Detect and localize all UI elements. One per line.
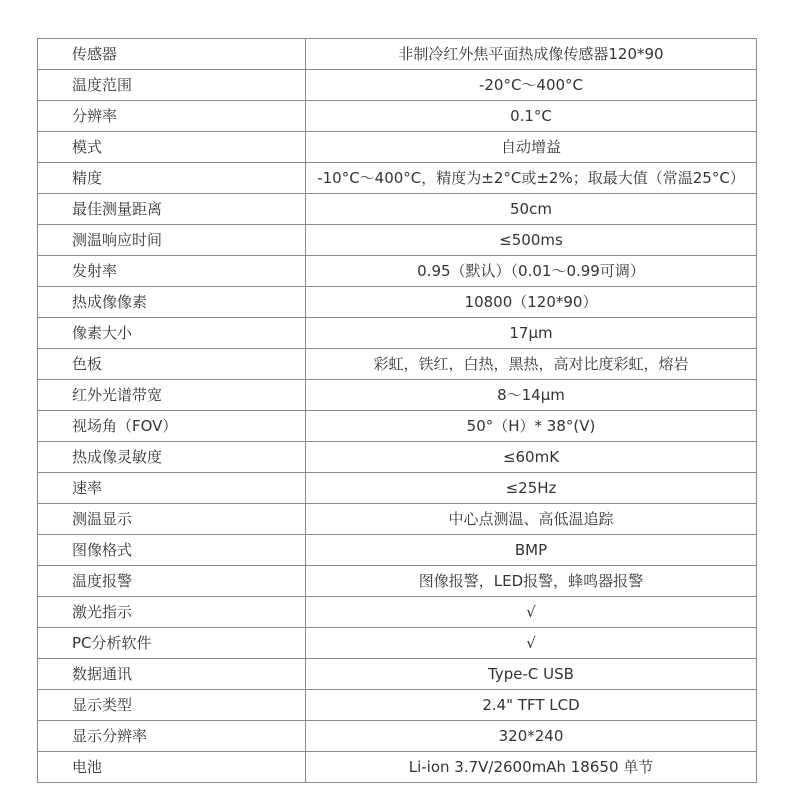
spec-value: √ [306, 628, 757, 659]
spec-value: 彩虹，铁红，白热，黑热，高对比度彩虹，熔岩 [306, 349, 757, 380]
spec-row [38, 628, 757, 659]
spec-value: 2.4" TFT LCD [306, 690, 757, 721]
spec-row [38, 690, 757, 721]
spec-row [38, 597, 757, 628]
spec-row [38, 101, 757, 132]
spec-value: 17μm [306, 318, 757, 349]
spec-row [38, 473, 757, 504]
spec-value: 0.95（默认）（0.01～0.99可调） [306, 256, 757, 287]
spec-value: ≤500ms [306, 225, 757, 256]
spec-row [38, 287, 757, 318]
spec-value: 10800（120*90） [306, 287, 757, 318]
spec-label: 电池 [38, 752, 306, 783]
spec-value: 320*240 [306, 721, 757, 752]
spec-row [38, 225, 757, 256]
spec-row [38, 504, 757, 535]
spec-row [38, 163, 757, 194]
spec-row [38, 659, 757, 690]
spec-row [38, 194, 757, 225]
spec-label: 模式 [38, 132, 306, 163]
spec-row [38, 349, 757, 380]
spec-value: Li-ion 3.7V/2600mAh 18650 单节 [306, 752, 757, 783]
spec-row [38, 70, 757, 101]
spec-value: 50cm [306, 194, 757, 225]
spec-value: ≤25Hz [306, 473, 757, 504]
spec-row [38, 752, 757, 783]
spec-row [38, 132, 757, 163]
spec-label: 色板 [38, 349, 306, 380]
spec-row [38, 411, 757, 442]
spec-row [38, 566, 757, 597]
spec-row [38, 535, 757, 566]
spec-row [38, 39, 757, 70]
spec-row [38, 380, 757, 411]
spec-label: 激光指示 [38, 597, 306, 628]
spec-label: 测温显示 [38, 504, 306, 535]
spec-label: 发射率 [38, 256, 306, 287]
spec-value: -20°C～400°C [306, 70, 757, 101]
spec-label: 传感器 [38, 39, 306, 70]
spec-label: PC分析软件 [38, 628, 306, 659]
spec-value: 非制冷红外焦平面热成像传感器120*90 [306, 39, 757, 70]
spec-value: 50°（H）* 38°(V) [306, 411, 757, 442]
spec-value: 8～14μm [306, 380, 757, 411]
spec-label: 热成像像素 [38, 287, 306, 318]
spec-label: 显示类型 [38, 690, 306, 721]
spec-value: ≤60mK [306, 442, 757, 473]
spec-value: 中心点测温、高低温追踪 [306, 504, 757, 535]
spec-label: 像素大小 [38, 318, 306, 349]
spec-label: 最佳测量距离 [38, 194, 306, 225]
spec-value: √ [306, 597, 757, 628]
spec-value: 0.1°C [306, 101, 757, 132]
spec-row [38, 721, 757, 752]
spec-label: 温度范围 [38, 70, 306, 101]
spec-label: 红外光谱带宽 [38, 380, 306, 411]
spec-label: 图像格式 [38, 535, 306, 566]
spec-label: 温度报警 [38, 566, 306, 597]
spec-label: 显示分辨率 [38, 721, 306, 752]
spec-row [38, 318, 757, 349]
spec-label: 视场角（FOV） [38, 411, 306, 442]
spec-label: 精度 [38, 163, 306, 194]
spec-value: -10°C～400°C，精度为±2°C或±2%；取最大值（常温25°C） [306, 163, 757, 194]
spec-label: 热成像灵敏度 [38, 442, 306, 473]
spec-value: 自动增益 [306, 132, 757, 163]
spec-row [38, 442, 757, 473]
spec-label: 速率 [38, 473, 306, 504]
spec-label: 数据通讯 [38, 659, 306, 690]
spec-label: 分辨率 [38, 101, 306, 132]
spec-table-body [38, 39, 757, 783]
spec-value: 图像报警，LED报警，蜂鸣器报警 [306, 566, 757, 597]
spec-label: 测温响应时间 [38, 225, 306, 256]
spec-value: BMP [306, 535, 757, 566]
spec-value: Type-C USB [306, 659, 757, 690]
spec-row [38, 256, 757, 287]
spec-table [37, 38, 757, 783]
